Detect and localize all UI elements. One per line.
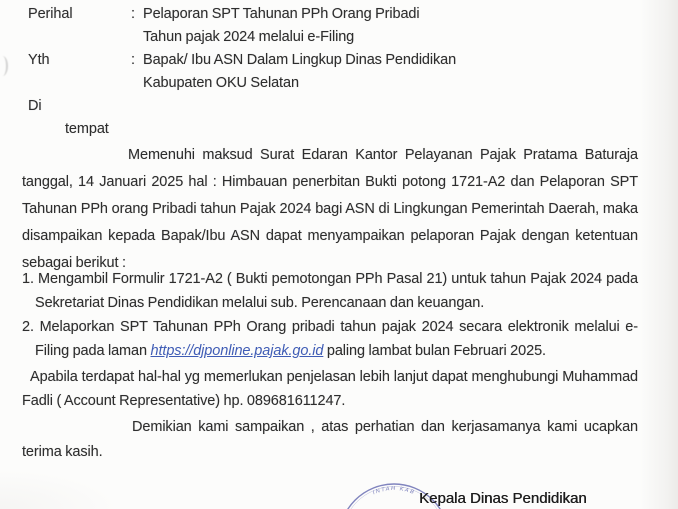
list-item-2-text-before-link: Melaporkan SPT Tahunan PPh Orang pribadi tahun pajak 2024 secara elektronik melalui e-Filing pada laman [35, 319, 639, 359]
instruction-list [22, 267, 638, 363]
header-row-subject [28, 3, 588, 26]
contact-paragraph: Apabila terdapat hal-hal yg memerlukan penjelasan lebih lanjut dapat menghubungi Muhammad Fadli ( Account Representative) hp. 089681611247. [22, 369, 638, 409]
svg-text:INTAH KAB [372, 486, 416, 496]
recipient-text-line1: Bapak/ Ibu ASN Dalam Lingkup Dinas Pendidikan [143, 52, 457, 68]
letter-header [28, 3, 588, 141]
list-item-2 [22, 315, 638, 363]
opening-paragraph: Memenuhi maksud Surat Edaran Kantor Pelayanan Pajak Pratama Baturaja tanggal, 14 Januari 2025 hal : Himbauan penerbitan Bukti potong 1721-A2 dan Pelaporan SPT Tahunan PPh orang Pribadi tahun Pajak 2024 bagi ASN di Lingkungan Pemerintah Daerah, maka disampaikan kepada Bapak/Ibu ASN dapat menyampaikan pelaporan Pajak dengan ketentuan sebagai berikut : [22, 147, 638, 271]
subject-text-line2: Tahun pajak 2024 melalui e-Filing [143, 29, 355, 45]
efiling-link[interactable]: https://djponline.pajak.go.id [150, 343, 324, 359]
header-row-at [28, 95, 588, 118]
subject-separator: : [131, 6, 135, 22]
scan-corner-shade [0, 469, 120, 509]
at-place: tempat [65, 121, 109, 137]
header-row-subject-line2 [28, 26, 588, 49]
recipient-separator: : [131, 52, 135, 68]
stamp-arc-text: INTAH KAB [372, 486, 416, 497]
recipient-label: Yth [28, 52, 50, 68]
closing-paragraph: Demikian kami sampaikan , atas perhatian dan kerjasamanya kami ucapkan terima kasih. [22, 419, 638, 460]
header-row-at-place [28, 118, 588, 141]
scan-artifact [0, 56, 8, 76]
header-row-recipient [28, 49, 588, 72]
at-label: Di [28, 98, 42, 114]
signature-title: Kepala Dinas Pendidikan [419, 490, 587, 507]
subject-text-line1: Pelaporan SPT Tahunan PPh Orang Pribadi [143, 6, 420, 22]
list-item-1 [22, 267, 638, 315]
recipient-text-line2: Kabupaten OKU Selatan [143, 75, 299, 91]
list-item-2-number: 2. [22, 319, 34, 335]
scan-edge-shade [640, 0, 678, 509]
list-item-2-text-after-link: paling lambat bulan Februari 2025. [323, 343, 546, 359]
list-item-1-number: 1. [22, 271, 34, 287]
header-row-recipient-line2 [28, 72, 588, 95]
subject-label: Perihal [28, 6, 73, 22]
list-item-1-text: Mengambil Formulir 1721-A2 ( Bukti pemotongan PPh Pasal 21) untuk tahun Pajak 2024 pada Sekretariat Dinas Pendidikan melalui sub. Perencanaan dan keuangan. [35, 271, 638, 311]
